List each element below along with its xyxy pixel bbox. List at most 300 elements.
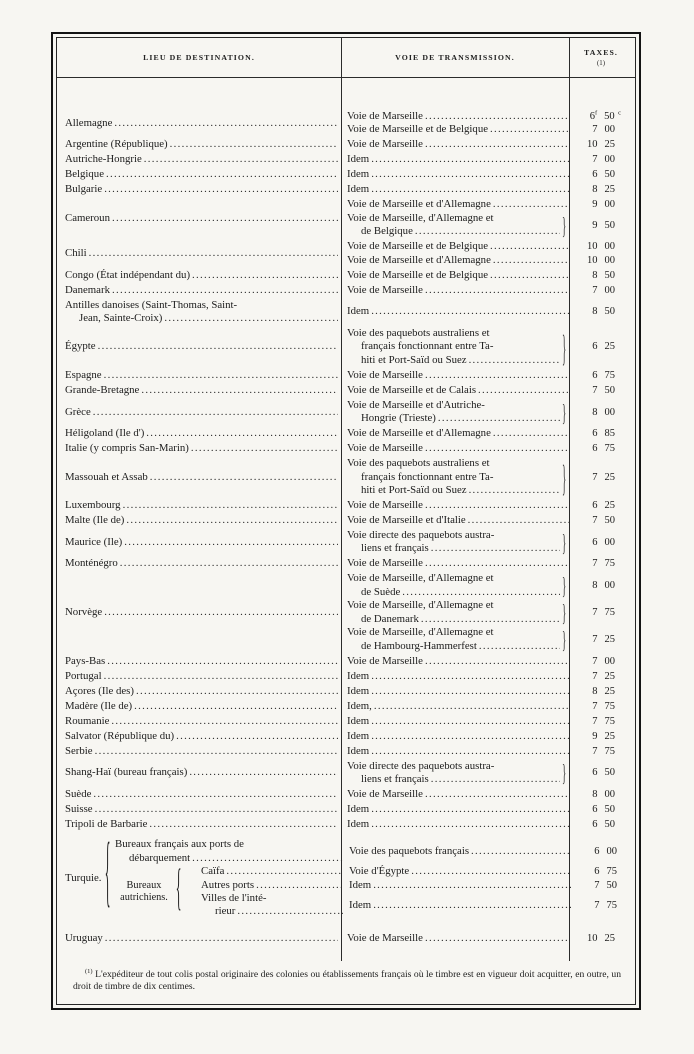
text: Voie de Marseille et de Belgique bbox=[347, 240, 489, 253]
text-line bbox=[347, 715, 569, 728]
dot-leader bbox=[114, 117, 338, 130]
text-line bbox=[347, 340, 560, 353]
voie-cell bbox=[341, 123, 569, 136]
text-line bbox=[347, 613, 560, 626]
table-row bbox=[57, 384, 635, 397]
dot-leader bbox=[415, 225, 560, 238]
column-divider-2 bbox=[569, 38, 570, 961]
text: Idem bbox=[347, 729, 370, 742]
text: Pays-Bas bbox=[65, 654, 106, 667]
pairs-cell bbox=[341, 442, 633, 455]
taxe-francs: 10 bbox=[587, 932, 598, 944]
taxe-centimes: 00 bbox=[606, 846, 617, 858]
taxe-francs: 7 bbox=[594, 879, 600, 891]
taxe-francs: 6 bbox=[592, 428, 598, 440]
dot-leader bbox=[493, 198, 569, 211]
text-line bbox=[347, 138, 569, 151]
text: Idem bbox=[347, 714, 370, 727]
header-taxes-note: (1) bbox=[597, 59, 605, 67]
table-row bbox=[57, 529, 635, 556]
destination-cell bbox=[57, 715, 341, 728]
brace-glyph: } bbox=[562, 758, 567, 788]
taxe-value bbox=[569, 406, 633, 419]
voie-taxe-row bbox=[341, 670, 633, 683]
text-line bbox=[201, 879, 343, 892]
text-line bbox=[347, 529, 560, 542]
francs-unit: f bbox=[594, 109, 598, 117]
dot-leader bbox=[373, 879, 571, 892]
text: Hongrie (Trieste) bbox=[361, 412, 436, 425]
taxe-value bbox=[569, 536, 633, 549]
footnote bbox=[57, 961, 635, 1004]
text: Égypte bbox=[65, 340, 96, 353]
dot-leader bbox=[421, 613, 560, 626]
text-line bbox=[347, 354, 560, 367]
text: Voie de Marseille bbox=[347, 787, 423, 800]
text-line bbox=[347, 655, 569, 668]
taxe-value bbox=[569, 932, 633, 945]
text-line bbox=[65, 340, 338, 353]
taxe-francs: 6 bbox=[592, 803, 598, 815]
text-line bbox=[347, 484, 560, 497]
taxe-value bbox=[569, 254, 633, 267]
voie-taxe-row bbox=[341, 427, 633, 440]
dot-leader bbox=[134, 700, 338, 713]
text-line bbox=[347, 110, 569, 123]
table-body bbox=[57, 78, 635, 945]
text: Voie de Marseille, d'Allemagne et bbox=[347, 211, 494, 224]
text: Voie de Marseille et d'Allemagne bbox=[347, 427, 491, 440]
table-row bbox=[57, 183, 635, 196]
table-row bbox=[57, 788, 635, 801]
taxe-value bbox=[569, 305, 633, 318]
taxe-value bbox=[569, 471, 633, 484]
taxe-value bbox=[569, 153, 633, 166]
brace-glyph: } bbox=[562, 598, 567, 627]
taxe-value bbox=[569, 803, 633, 816]
taxe-centimes: 50 bbox=[604, 111, 615, 122]
text-line bbox=[65, 471, 338, 484]
table-row bbox=[57, 427, 635, 440]
table-row bbox=[57, 715, 635, 728]
taxe-value bbox=[569, 557, 633, 570]
taxe-value bbox=[569, 340, 633, 353]
table-row bbox=[57, 803, 635, 816]
pairs-cell bbox=[341, 760, 633, 787]
dot-leader bbox=[371, 730, 569, 743]
table-row-turquie bbox=[57, 833, 635, 919]
voie-cell bbox=[341, 529, 560, 556]
voie-taxe-row bbox=[341, 327, 633, 367]
text-line bbox=[65, 153, 338, 166]
table-subrow bbox=[185, 865, 635, 878]
voie-taxe-row bbox=[343, 865, 635, 878]
voie-taxe-row bbox=[341, 626, 633, 653]
destination-cell bbox=[57, 284, 341, 297]
text-line bbox=[347, 153, 569, 166]
voie-taxe-row bbox=[341, 305, 633, 318]
table-frame bbox=[51, 32, 641, 1010]
taxe-centimes: 75 bbox=[604, 369, 615, 381]
table-row bbox=[57, 399, 635, 426]
text-line bbox=[347, 198, 569, 211]
taxe-centimes: 00 bbox=[604, 124, 615, 136]
destination-cell bbox=[57, 700, 341, 713]
text-line bbox=[65, 715, 338, 728]
taxe-francs: 10 bbox=[587, 254, 598, 266]
taxe-value bbox=[569, 766, 633, 779]
dot-leader bbox=[98, 340, 338, 353]
destination-cell bbox=[57, 138, 341, 151]
destination-cell bbox=[57, 499, 341, 512]
taxe-francs: 8 bbox=[592, 306, 598, 318]
dot-leader bbox=[402, 586, 560, 599]
voie-cell bbox=[341, 557, 569, 570]
dot-leader bbox=[93, 406, 338, 419]
dot-leader bbox=[425, 788, 569, 801]
pairs-cell bbox=[341, 457, 633, 497]
voie-taxe-row bbox=[341, 384, 633, 397]
taxe-francs: 7 bbox=[592, 515, 598, 527]
table-subrow bbox=[185, 892, 635, 919]
destination-cell bbox=[57, 442, 341, 455]
taxe-centimes: 25 bbox=[604, 670, 615, 682]
voie-cell bbox=[341, 818, 569, 831]
header-taxes-title: TAXES. bbox=[584, 47, 618, 57]
text: Allemagne bbox=[65, 116, 113, 129]
voie-cell bbox=[341, 514, 569, 527]
dot-leader bbox=[490, 269, 569, 282]
taxe-francs: 6 bbox=[589, 111, 595, 122]
text-line bbox=[347, 123, 569, 136]
voie-cell bbox=[341, 730, 569, 743]
destination-cell bbox=[57, 168, 341, 181]
taxe-francs: 7 bbox=[592, 715, 598, 727]
dot-leader bbox=[104, 670, 338, 683]
text: Voie de Marseille et d'Autriche- bbox=[347, 398, 485, 411]
voie-cell bbox=[341, 626, 560, 653]
voie-cell bbox=[343, 865, 571, 878]
text-line bbox=[65, 670, 338, 683]
pairs-cell bbox=[341, 168, 633, 181]
destination-cell bbox=[57, 471, 341, 484]
destination-cell bbox=[115, 838, 343, 865]
destination-cell bbox=[57, 788, 341, 801]
brace-glyph: { bbox=[176, 863, 182, 918]
taxe-value bbox=[569, 110, 633, 123]
voie-cell bbox=[341, 700, 569, 713]
destination-cell bbox=[57, 369, 341, 382]
table-row bbox=[57, 745, 635, 758]
text: Argentine (République) bbox=[65, 138, 168, 151]
text-line bbox=[65, 700, 338, 713]
pairs-cell bbox=[341, 685, 633, 698]
taxe-centimes: 75 bbox=[604, 558, 615, 570]
taxe-francs: 8 bbox=[592, 580, 598, 592]
text-line bbox=[201, 865, 343, 878]
dot-leader bbox=[425, 499, 569, 512]
austrian-label-line: autrichiens. bbox=[120, 891, 168, 903]
text: Voie de Marseille et de Calais bbox=[347, 383, 477, 396]
text: Madère (Ile de) bbox=[65, 699, 133, 712]
voie-taxe-row bbox=[341, 715, 633, 728]
taxe-value bbox=[569, 240, 633, 253]
dot-leader bbox=[468, 514, 569, 527]
voie-taxe-row bbox=[341, 269, 633, 282]
voie-cell bbox=[341, 198, 569, 211]
text-line bbox=[65, 138, 338, 151]
table-row bbox=[57, 685, 635, 698]
text-line bbox=[347, 471, 560, 484]
voie-taxe-row bbox=[341, 369, 633, 382]
taxe-value bbox=[569, 168, 633, 181]
taxe-francs: 7 bbox=[592, 154, 598, 166]
voie-cell bbox=[341, 572, 560, 599]
text-line bbox=[347, 803, 569, 816]
taxe-centimes: 75 bbox=[606, 866, 617, 878]
taxe-centimes: 00 bbox=[604, 199, 615, 211]
text: Suisse bbox=[65, 802, 93, 815]
taxe-francs: 8 bbox=[592, 685, 598, 697]
dot-leader bbox=[493, 427, 569, 440]
text-line bbox=[347, 412, 560, 425]
text-line bbox=[347, 168, 569, 181]
taxe-centimes: 25 bbox=[604, 139, 615, 151]
text: Idem bbox=[347, 305, 370, 318]
voie-taxe-row bbox=[341, 745, 633, 758]
voie-cell bbox=[341, 168, 569, 181]
text: Voie de Marseille et d'Allemagne bbox=[347, 198, 491, 211]
voie-cell bbox=[341, 760, 560, 787]
text: Serbie bbox=[65, 744, 93, 757]
text-line bbox=[65, 269, 338, 282]
voie-cell bbox=[341, 457, 560, 497]
header-destination: LIEU DE DESTINATION. bbox=[143, 53, 255, 62]
taxe-value bbox=[571, 879, 635, 892]
brace-icon bbox=[560, 398, 569, 427]
text: Idem, bbox=[347, 699, 372, 712]
taxe-francs: 7 bbox=[592, 606, 598, 618]
text: Belgique bbox=[65, 168, 104, 181]
text-line bbox=[65, 536, 338, 549]
voie-cell bbox=[341, 745, 569, 758]
voie-taxe-row bbox=[341, 457, 633, 497]
dot-leader bbox=[192, 269, 338, 282]
text-line bbox=[65, 406, 338, 419]
text-line bbox=[201, 905, 343, 918]
text-line bbox=[349, 879, 571, 892]
text-line bbox=[347, 599, 560, 612]
table-inner-border bbox=[56, 37, 636, 1005]
dot-leader bbox=[95, 803, 338, 816]
turquie-austrian-row bbox=[115, 865, 635, 919]
voie-taxe-row bbox=[341, 655, 633, 668]
taxe-francs: 6 bbox=[592, 369, 598, 381]
text-line bbox=[65, 655, 338, 668]
text-line bbox=[115, 852, 343, 865]
voie-cell bbox=[343, 899, 571, 912]
dot-leader bbox=[149, 818, 338, 831]
voie-cell bbox=[341, 138, 569, 151]
taxe-centimes: 25 bbox=[604, 184, 615, 196]
taxe-francs: 7 bbox=[592, 700, 598, 712]
text: Autres ports bbox=[201, 878, 255, 891]
taxe-francs: 7 bbox=[592, 384, 598, 396]
taxe-value bbox=[569, 730, 633, 743]
dot-leader bbox=[107, 655, 338, 668]
text: Danemark bbox=[65, 283, 110, 296]
text-line bbox=[65, 369, 338, 382]
turquie-french-row bbox=[115, 838, 635, 865]
text: Voie de Marseille bbox=[347, 499, 423, 512]
brace-icon bbox=[560, 598, 569, 627]
text: Massouah et Assab bbox=[65, 470, 148, 483]
text: Voie de Marseille bbox=[347, 442, 423, 455]
text-line bbox=[347, 384, 569, 397]
table-row bbox=[57, 284, 635, 297]
text: Idem bbox=[349, 898, 372, 911]
voie-taxe-row bbox=[341, 760, 633, 787]
destination-cell bbox=[57, 670, 341, 683]
dot-leader bbox=[144, 153, 338, 166]
text: Héligoland (Ile d') bbox=[65, 427, 145, 440]
text-line bbox=[347, 640, 560, 653]
dot-leader bbox=[374, 700, 569, 713]
pairs-cell bbox=[341, 240, 633, 267]
table-row bbox=[57, 269, 635, 282]
text-line bbox=[347, 284, 569, 297]
dot-leader bbox=[124, 536, 338, 549]
voie-taxe-row bbox=[341, 183, 633, 196]
pairs-cell bbox=[341, 529, 633, 556]
voie-cell bbox=[341, 932, 569, 945]
table-row bbox=[57, 327, 635, 367]
dot-leader bbox=[146, 427, 338, 440]
brace-glyph: } bbox=[562, 210, 567, 240]
voie-taxe-row bbox=[341, 110, 633, 123]
table-row bbox=[57, 457, 635, 497]
destination-cell bbox=[57, 269, 341, 282]
voie-taxe-row bbox=[341, 499, 633, 512]
text-line bbox=[349, 865, 571, 878]
taxe-centimes: 50 bbox=[604, 515, 615, 527]
taxe-value bbox=[569, 183, 633, 196]
pairs-cell bbox=[341, 730, 633, 743]
destination-cell bbox=[57, 730, 341, 743]
voie-cell bbox=[343, 879, 571, 892]
voie-taxe-row bbox=[341, 572, 633, 599]
voie-taxe-row bbox=[341, 212, 633, 239]
footnote-text: L'expéditeur de tout colis postal originaire des colonies ou établissements français où le timbre est en vigueur doit acquitter, en outre, un droit de timbre de dix centimes. bbox=[73, 968, 621, 993]
table-row bbox=[57, 138, 635, 151]
table-row bbox=[57, 572, 635, 652]
table-row bbox=[57, 499, 635, 512]
text-line bbox=[65, 212, 338, 225]
taxe-value bbox=[569, 384, 633, 397]
dot-leader bbox=[104, 606, 338, 619]
dot-leader bbox=[120, 557, 338, 570]
taxe-centimes: 75 bbox=[604, 606, 615, 618]
text-line bbox=[65, 606, 338, 619]
text: Roumanie bbox=[65, 714, 110, 727]
destination-cell bbox=[57, 340, 341, 353]
voie-taxe-row bbox=[341, 818, 633, 831]
centimes-unit: c bbox=[618, 109, 622, 117]
table-row bbox=[57, 198, 635, 238]
text: Idem bbox=[347, 153, 370, 166]
voie-taxe-row bbox=[341, 700, 633, 713]
text: Idem bbox=[347, 183, 370, 196]
pairs-cell bbox=[341, 788, 633, 801]
taxe-centimes: 75 bbox=[604, 715, 615, 727]
destination-cell bbox=[185, 892, 343, 919]
voie-taxe-row bbox=[341, 240, 633, 253]
text-line bbox=[347, 254, 569, 267]
destination-cell bbox=[57, 299, 341, 326]
taxe-centimes: 00 bbox=[604, 655, 615, 667]
text: Antilles danoises (Saint-Thomas, Saint- bbox=[65, 298, 238, 311]
text: Voie de Marseille et de Belgique bbox=[347, 268, 489, 281]
dot-leader bbox=[425, 932, 569, 945]
dot-leader bbox=[93, 788, 338, 801]
text-line bbox=[347, 730, 569, 743]
text: liens et français bbox=[361, 542, 429, 555]
taxe-centimes: 00 bbox=[604, 580, 615, 592]
taxe-francs: 7 bbox=[592, 745, 598, 757]
dot-leader bbox=[479, 640, 560, 653]
destination-cell bbox=[57, 606, 341, 619]
text: Voie de Marseille, d'Allemagne et bbox=[347, 599, 494, 612]
pairs-cell bbox=[341, 572, 633, 652]
text-line bbox=[347, 745, 569, 758]
dot-leader bbox=[170, 138, 338, 151]
voie-cell bbox=[341, 384, 569, 397]
voie-cell bbox=[341, 327, 560, 367]
pairs-cell bbox=[341, 305, 633, 318]
voie-cell bbox=[341, 788, 569, 801]
pairs-cell bbox=[341, 700, 633, 713]
pairs-cell bbox=[341, 745, 633, 758]
table-row bbox=[57, 557, 635, 570]
taxe-centimes: 25 bbox=[604, 685, 615, 697]
taxe-francs: 7 bbox=[592, 284, 598, 296]
destination-cell bbox=[57, 818, 341, 831]
text: Idem bbox=[349, 878, 372, 891]
text: hiti et Port-Saïd ou Suez bbox=[361, 353, 467, 366]
taxe-centimes: 00 bbox=[604, 254, 615, 266]
taxe-centimes: 25 bbox=[604, 341, 615, 353]
brace-icon bbox=[560, 758, 569, 788]
austrian-items bbox=[185, 865, 635, 919]
text-line bbox=[65, 730, 338, 743]
taxe-francs: 6 bbox=[592, 341, 598, 353]
dot-leader bbox=[371, 685, 569, 698]
table-row bbox=[57, 730, 635, 743]
text-line bbox=[347, 327, 560, 340]
text: Autriche-Hongrie bbox=[65, 153, 142, 166]
dot-leader bbox=[141, 384, 338, 397]
text-line bbox=[65, 284, 338, 297]
dot-leader bbox=[371, 168, 569, 181]
voie-cell bbox=[341, 670, 569, 683]
destination-cell bbox=[57, 406, 341, 419]
dot-leader bbox=[104, 183, 338, 196]
taxe-centimes: 75 bbox=[604, 443, 615, 455]
austrian-label-line: Bureaux bbox=[126, 879, 162, 891]
taxe-francs: 7 bbox=[592, 558, 598, 570]
text: Idem bbox=[347, 802, 370, 815]
brace-icon bbox=[560, 325, 569, 369]
